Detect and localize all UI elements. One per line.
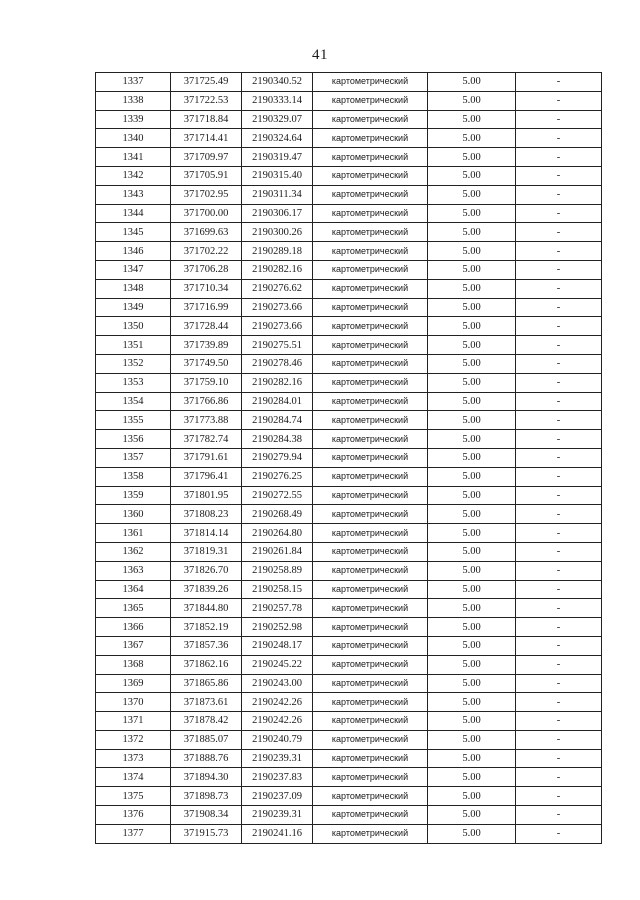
- note-cell: -: [516, 618, 602, 637]
- table-row: [96, 712, 602, 731]
- method-cell: картометрический: [313, 674, 428, 693]
- x-coordinate-cell: 371819.31: [171, 542, 242, 561]
- x-coordinate-cell: 371766.86: [171, 392, 242, 411]
- accuracy-cell: 5.00: [428, 242, 516, 261]
- table-row: [96, 524, 602, 543]
- y-coordinate-cell: 2190237.09: [242, 787, 313, 806]
- y-coordinate-cell: 2190276.25: [242, 467, 313, 486]
- note-cell: -: [516, 336, 602, 355]
- point-number-cell: 1374: [96, 768, 171, 787]
- table-row: [96, 223, 602, 242]
- accuracy-cell: 5.00: [428, 730, 516, 749]
- note-cell: -: [516, 542, 602, 561]
- table-row: [96, 655, 602, 674]
- method-cell: картометрический: [313, 392, 428, 411]
- method-cell: картометрический: [313, 768, 428, 787]
- accuracy-cell: 5.00: [428, 129, 516, 148]
- method-cell: картометрический: [313, 486, 428, 505]
- point-number-cell: 1349: [96, 298, 171, 317]
- table-row: [96, 806, 602, 825]
- note-cell: -: [516, 298, 602, 317]
- x-coordinate-cell: 371801.95: [171, 486, 242, 505]
- method-cell: картометрический: [313, 467, 428, 486]
- accuracy-cell: 5.00: [428, 166, 516, 185]
- accuracy-cell: 5.00: [428, 674, 516, 693]
- table-row: [96, 824, 602, 843]
- x-coordinate-cell: 371728.44: [171, 317, 242, 336]
- x-coordinate-cell: 371814.14: [171, 524, 242, 543]
- method-cell: картометрический: [313, 336, 428, 355]
- x-coordinate-cell: 371718.84: [171, 110, 242, 129]
- accuracy-cell: 5.00: [428, 561, 516, 580]
- table-row: [96, 91, 602, 110]
- y-coordinate-cell: 2190300.26: [242, 223, 313, 242]
- y-coordinate-cell: 2190319.47: [242, 148, 313, 167]
- y-coordinate-cell: 2190289.18: [242, 242, 313, 261]
- accuracy-cell: 5.00: [428, 618, 516, 637]
- note-cell: -: [516, 354, 602, 373]
- accuracy-cell: 5.00: [428, 91, 516, 110]
- x-coordinate-cell: 371705.91: [171, 166, 242, 185]
- point-number-cell: 1355: [96, 411, 171, 430]
- x-coordinate-cell: 371862.16: [171, 655, 242, 674]
- note-cell: -: [516, 411, 602, 430]
- method-cell: картометрический: [313, 618, 428, 637]
- x-coordinate-cell: 371839.26: [171, 580, 242, 599]
- point-number-cell: 1347: [96, 260, 171, 279]
- note-cell: -: [516, 448, 602, 467]
- table-row: [96, 279, 602, 298]
- point-number-cell: 1342: [96, 166, 171, 185]
- y-coordinate-cell: 2190284.38: [242, 430, 313, 449]
- coordinates-table-body: [96, 73, 602, 844]
- method-cell: картометрический: [313, 260, 428, 279]
- note-cell: -: [516, 279, 602, 298]
- point-number-cell: 1359: [96, 486, 171, 505]
- method-cell: картометрический: [313, 129, 428, 148]
- y-coordinate-cell: 2190340.52: [242, 73, 313, 92]
- table-row: [96, 411, 602, 430]
- x-coordinate-cell: 371702.95: [171, 185, 242, 204]
- accuracy-cell: 5.00: [428, 505, 516, 524]
- point-number-cell: 1350: [96, 317, 171, 336]
- point-number-cell: 1358: [96, 467, 171, 486]
- y-coordinate-cell: 2190284.01: [242, 392, 313, 411]
- note-cell: -: [516, 524, 602, 543]
- accuracy-cell: 5.00: [428, 279, 516, 298]
- y-coordinate-cell: 2190242.26: [242, 712, 313, 731]
- x-coordinate-cell: 371844.80: [171, 599, 242, 618]
- x-coordinate-cell: 371722.53: [171, 91, 242, 110]
- method-cell: картометрический: [313, 279, 428, 298]
- method-cell: картометрический: [313, 693, 428, 712]
- table-row: [96, 129, 602, 148]
- table-row: [96, 787, 602, 806]
- x-coordinate-cell: 371908.34: [171, 806, 242, 825]
- x-coordinate-cell: 371852.19: [171, 618, 242, 637]
- y-coordinate-cell: 2190273.66: [242, 317, 313, 336]
- accuracy-cell: 5.00: [428, 655, 516, 674]
- x-coordinate-cell: 371894.30: [171, 768, 242, 787]
- y-coordinate-cell: 2190282.16: [242, 373, 313, 392]
- point-number-cell: 1341: [96, 148, 171, 167]
- coordinates-table: [95, 72, 602, 844]
- accuracy-cell: 5.00: [428, 806, 516, 825]
- point-number-cell: 1339: [96, 110, 171, 129]
- table-row: [96, 486, 602, 505]
- y-coordinate-cell: 2190242.26: [242, 693, 313, 712]
- y-coordinate-cell: 2190311.34: [242, 185, 313, 204]
- note-cell: -: [516, 580, 602, 599]
- method-cell: картометрический: [313, 298, 428, 317]
- point-number-cell: 1352: [96, 354, 171, 373]
- accuracy-cell: 5.00: [428, 430, 516, 449]
- accuracy-cell: 5.00: [428, 824, 516, 843]
- table-row: [96, 561, 602, 580]
- point-number-cell: 1369: [96, 674, 171, 693]
- x-coordinate-cell: 371706.28: [171, 260, 242, 279]
- method-cell: картометрический: [313, 223, 428, 242]
- table-row: [96, 768, 602, 787]
- method-cell: картометрический: [313, 148, 428, 167]
- method-cell: картометрический: [313, 806, 428, 825]
- point-number-cell: 1371: [96, 712, 171, 731]
- y-coordinate-cell: 2190306.17: [242, 204, 313, 223]
- method-cell: картометрический: [313, 204, 428, 223]
- method-cell: картометрический: [313, 448, 428, 467]
- table-row: [96, 392, 602, 411]
- y-coordinate-cell: 2190239.31: [242, 806, 313, 825]
- accuracy-cell: 5.00: [428, 599, 516, 618]
- method-cell: картометрический: [313, 185, 428, 204]
- accuracy-cell: 5.00: [428, 336, 516, 355]
- table-row: [96, 260, 602, 279]
- accuracy-cell: 5.00: [428, 260, 516, 279]
- table-row: [96, 730, 602, 749]
- accuracy-cell: 5.00: [428, 636, 516, 655]
- table-row: [96, 336, 602, 355]
- y-coordinate-cell: 2190279.94: [242, 448, 313, 467]
- note-cell: -: [516, 430, 602, 449]
- table-row: [96, 467, 602, 486]
- accuracy-cell: 5.00: [428, 185, 516, 204]
- x-coordinate-cell: 371739.89: [171, 336, 242, 355]
- note-cell: -: [516, 693, 602, 712]
- point-number-cell: 1345: [96, 223, 171, 242]
- point-number-cell: 1367: [96, 636, 171, 655]
- note-cell: -: [516, 91, 602, 110]
- point-number-cell: 1372: [96, 730, 171, 749]
- coordinates-table-wrapper: [95, 72, 601, 844]
- y-coordinate-cell: 2190245.22: [242, 655, 313, 674]
- page-number: 41: [312, 47, 328, 63]
- y-coordinate-cell: 2190333.14: [242, 91, 313, 110]
- method-cell: картометрический: [313, 110, 428, 129]
- y-coordinate-cell: 2190315.40: [242, 166, 313, 185]
- point-number-cell: 1356: [96, 430, 171, 449]
- point-number-cell: 1348: [96, 279, 171, 298]
- accuracy-cell: 5.00: [428, 204, 516, 223]
- method-cell: картометрический: [313, 317, 428, 336]
- x-coordinate-cell: 371808.23: [171, 505, 242, 524]
- accuracy-cell: 5.00: [428, 392, 516, 411]
- y-coordinate-cell: 2190276.62: [242, 279, 313, 298]
- note-cell: -: [516, 712, 602, 731]
- y-coordinate-cell: 2190284.74: [242, 411, 313, 430]
- x-coordinate-cell: 371915.73: [171, 824, 242, 843]
- method-cell: картометрический: [313, 430, 428, 449]
- table-row: [96, 430, 602, 449]
- x-coordinate-cell: 371873.61: [171, 693, 242, 712]
- y-coordinate-cell: 2190261.84: [242, 542, 313, 561]
- point-number-cell: 1366: [96, 618, 171, 637]
- table-row: [96, 110, 602, 129]
- x-coordinate-cell: 371709.97: [171, 148, 242, 167]
- point-number-cell: 1361: [96, 524, 171, 543]
- note-cell: -: [516, 129, 602, 148]
- note-cell: -: [516, 599, 602, 618]
- note-cell: -: [516, 467, 602, 486]
- method-cell: картометрический: [313, 91, 428, 110]
- method-cell: картометрический: [313, 73, 428, 92]
- note-cell: -: [516, 373, 602, 392]
- accuracy-cell: 5.00: [428, 580, 516, 599]
- table-row: [96, 448, 602, 467]
- note-cell: -: [516, 166, 602, 185]
- x-coordinate-cell: 371699.63: [171, 223, 242, 242]
- table-row: [96, 148, 602, 167]
- table-row: [96, 749, 602, 768]
- y-coordinate-cell: 2190258.15: [242, 580, 313, 599]
- y-coordinate-cell: 2190248.17: [242, 636, 313, 655]
- method-cell: картометрический: [313, 636, 428, 655]
- x-coordinate-cell: 371791.61: [171, 448, 242, 467]
- point-number-cell: 1375: [96, 787, 171, 806]
- table-row: [96, 242, 602, 261]
- note-cell: -: [516, 148, 602, 167]
- table-row: [96, 505, 602, 524]
- y-coordinate-cell: 2190282.16: [242, 260, 313, 279]
- accuracy-cell: 5.00: [428, 787, 516, 806]
- method-cell: картометрический: [313, 542, 428, 561]
- method-cell: картометрический: [313, 712, 428, 731]
- point-number-cell: 1338: [96, 91, 171, 110]
- method-cell: картометрический: [313, 166, 428, 185]
- x-coordinate-cell: 371826.70: [171, 561, 242, 580]
- accuracy-cell: 5.00: [428, 373, 516, 392]
- x-coordinate-cell: 371759.10: [171, 373, 242, 392]
- accuracy-cell: 5.00: [428, 749, 516, 768]
- accuracy-cell: 5.00: [428, 354, 516, 373]
- note-cell: -: [516, 787, 602, 806]
- y-coordinate-cell: 2190275.51: [242, 336, 313, 355]
- y-coordinate-cell: 2190268.49: [242, 505, 313, 524]
- method-cell: картометрический: [313, 787, 428, 806]
- point-number-cell: 1340: [96, 129, 171, 148]
- note-cell: -: [516, 806, 602, 825]
- accuracy-cell: 5.00: [428, 712, 516, 731]
- y-coordinate-cell: 2190252.98: [242, 618, 313, 637]
- x-coordinate-cell: 371885.07: [171, 730, 242, 749]
- point-number-cell: 1344: [96, 204, 171, 223]
- point-number-cell: 1364: [96, 580, 171, 599]
- point-number-cell: 1362: [96, 542, 171, 561]
- method-cell: картометрический: [313, 242, 428, 261]
- x-coordinate-cell: 371898.73: [171, 787, 242, 806]
- note-cell: -: [516, 824, 602, 843]
- x-coordinate-cell: 371865.86: [171, 674, 242, 693]
- method-cell: картометрический: [313, 749, 428, 768]
- accuracy-cell: 5.00: [428, 693, 516, 712]
- y-coordinate-cell: 2190324.64: [242, 129, 313, 148]
- point-number-cell: 1354: [96, 392, 171, 411]
- note-cell: -: [516, 636, 602, 655]
- note-cell: -: [516, 768, 602, 787]
- y-coordinate-cell: 2190257.78: [242, 599, 313, 618]
- note-cell: -: [516, 749, 602, 768]
- x-coordinate-cell: 371773.88: [171, 411, 242, 430]
- point-number-cell: 1337: [96, 73, 171, 92]
- x-coordinate-cell: 371716.99: [171, 298, 242, 317]
- table-row: [96, 542, 602, 561]
- x-coordinate-cell: 371782.74: [171, 430, 242, 449]
- method-cell: картометрический: [313, 505, 428, 524]
- y-coordinate-cell: 2190273.66: [242, 298, 313, 317]
- table-row: [96, 373, 602, 392]
- note-cell: -: [516, 223, 602, 242]
- point-number-cell: 1351: [96, 336, 171, 355]
- y-coordinate-cell: 2190329.07: [242, 110, 313, 129]
- note-cell: -: [516, 204, 602, 223]
- method-cell: картометрический: [313, 730, 428, 749]
- table-row: [96, 73, 602, 92]
- point-number-cell: 1346: [96, 242, 171, 261]
- method-cell: картометрический: [313, 599, 428, 618]
- note-cell: -: [516, 392, 602, 411]
- x-coordinate-cell: 371714.41: [171, 129, 242, 148]
- point-number-cell: 1365: [96, 599, 171, 618]
- note-cell: -: [516, 242, 602, 261]
- accuracy-cell: 5.00: [428, 524, 516, 543]
- point-number-cell: 1360: [96, 505, 171, 524]
- point-number-cell: 1376: [96, 806, 171, 825]
- table-row: [96, 693, 602, 712]
- point-number-cell: 1353: [96, 373, 171, 392]
- y-coordinate-cell: 2190237.83: [242, 768, 313, 787]
- accuracy-cell: 5.00: [428, 298, 516, 317]
- accuracy-cell: 5.00: [428, 148, 516, 167]
- table-row: [96, 580, 602, 599]
- x-coordinate-cell: 371796.41: [171, 467, 242, 486]
- method-cell: картометрический: [313, 824, 428, 843]
- point-number-cell: 1373: [96, 749, 171, 768]
- accuracy-cell: 5.00: [428, 448, 516, 467]
- table-row: [96, 618, 602, 637]
- note-cell: -: [516, 110, 602, 129]
- point-number-cell: 1363: [96, 561, 171, 580]
- table-row: [96, 204, 602, 223]
- y-coordinate-cell: 2190278.46: [242, 354, 313, 373]
- point-number-cell: 1377: [96, 824, 171, 843]
- note-cell: -: [516, 561, 602, 580]
- x-coordinate-cell: 371888.76: [171, 749, 242, 768]
- note-cell: -: [516, 486, 602, 505]
- table-row: [96, 674, 602, 693]
- y-coordinate-cell: 2190241.16: [242, 824, 313, 843]
- x-coordinate-cell: 371878.42: [171, 712, 242, 731]
- note-cell: -: [516, 185, 602, 204]
- note-cell: -: [516, 730, 602, 749]
- table-row: [96, 636, 602, 655]
- x-coordinate-cell: 371857.36: [171, 636, 242, 655]
- table-row: [96, 298, 602, 317]
- note-cell: -: [516, 73, 602, 92]
- method-cell: картометрический: [313, 411, 428, 430]
- method-cell: картометрический: [313, 524, 428, 543]
- table-row: [96, 599, 602, 618]
- accuracy-cell: 5.00: [428, 768, 516, 787]
- x-coordinate-cell: 371702.22: [171, 242, 242, 261]
- method-cell: картометрический: [313, 655, 428, 674]
- accuracy-cell: 5.00: [428, 486, 516, 505]
- x-coordinate-cell: 371749.50: [171, 354, 242, 373]
- point-number-cell: 1368: [96, 655, 171, 674]
- point-number-cell: 1343: [96, 185, 171, 204]
- y-coordinate-cell: 2190258.89: [242, 561, 313, 580]
- table-row: [96, 185, 602, 204]
- accuracy-cell: 5.00: [428, 223, 516, 242]
- accuracy-cell: 5.00: [428, 73, 516, 92]
- note-cell: -: [516, 317, 602, 336]
- y-coordinate-cell: 2190239.31: [242, 749, 313, 768]
- method-cell: картометрический: [313, 373, 428, 392]
- note-cell: -: [516, 655, 602, 674]
- table-row: [96, 317, 602, 336]
- method-cell: картометрический: [313, 580, 428, 599]
- accuracy-cell: 5.00: [428, 110, 516, 129]
- accuracy-cell: 5.00: [428, 467, 516, 486]
- y-coordinate-cell: 2190240.79: [242, 730, 313, 749]
- note-cell: -: [516, 505, 602, 524]
- x-coordinate-cell: 371700.00: [171, 204, 242, 223]
- accuracy-cell: 5.00: [428, 317, 516, 336]
- table-row: [96, 166, 602, 185]
- x-coordinate-cell: 371725.49: [171, 73, 242, 92]
- method-cell: картометрический: [313, 354, 428, 373]
- y-coordinate-cell: 2190272.55: [242, 486, 313, 505]
- y-coordinate-cell: 2190264.80: [242, 524, 313, 543]
- point-number-cell: 1370: [96, 693, 171, 712]
- accuracy-cell: 5.00: [428, 411, 516, 430]
- table-row: [96, 354, 602, 373]
- note-cell: -: [516, 674, 602, 693]
- note-cell: -: [516, 260, 602, 279]
- accuracy-cell: 5.00: [428, 542, 516, 561]
- point-number-cell: 1357: [96, 448, 171, 467]
- y-coordinate-cell: 2190243.00: [242, 674, 313, 693]
- x-coordinate-cell: 371710.34: [171, 279, 242, 298]
- method-cell: картометрический: [313, 561, 428, 580]
